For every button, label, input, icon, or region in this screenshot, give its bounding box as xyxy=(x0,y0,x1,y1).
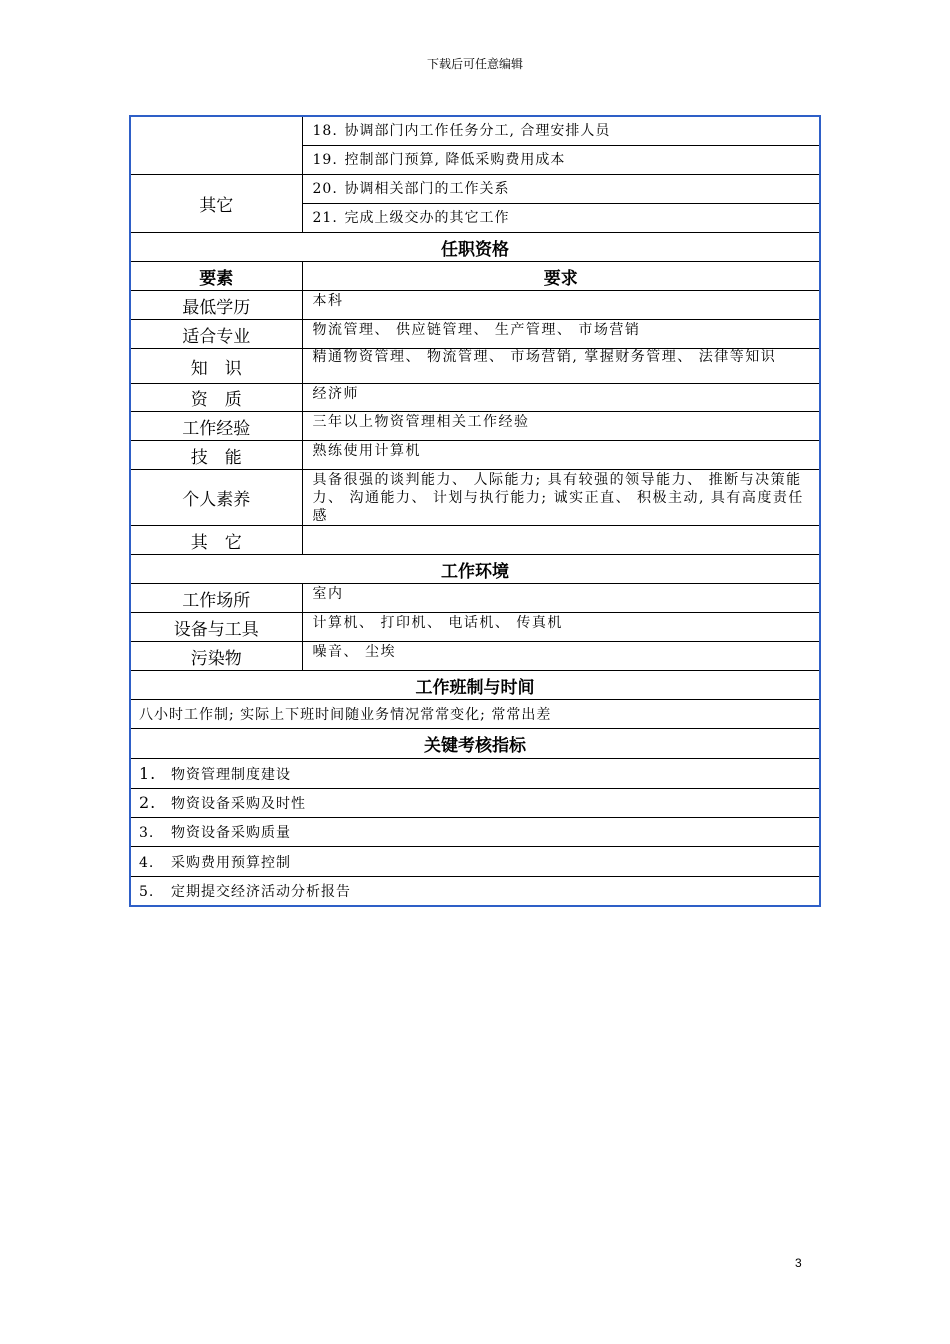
duty-item: 18. 协调部门内工作任务分工, 合理安排人员 xyxy=(303,117,820,146)
col-requirement-header: 要求 xyxy=(302,262,820,291)
job-description-table xyxy=(129,115,821,907)
environment-value: 噪音、 尘埃 xyxy=(302,642,820,671)
qualification-value: 具备很强的谈判能力、 人际能力; 具有较强的领导能力、 推断与决策能力、 沟通能力、 计划与执行能力; 诚实正直、 积极主动, 具有高度责任感 xyxy=(302,470,820,526)
environment-heading: 工作环境 xyxy=(130,555,820,584)
col-element-header: 要素 xyxy=(130,262,302,291)
qualification-row xyxy=(130,349,820,384)
qualification-value xyxy=(302,526,820,555)
qualification-value: 物流管理、 供应链管理、 生产管理、 市场营销 xyxy=(302,320,820,349)
kpi-item: 2. 物资设备采购及时性 xyxy=(130,789,820,818)
qualification-label: 技 能 xyxy=(130,441,302,470)
qualification-row xyxy=(130,470,820,526)
duties-other-row xyxy=(130,175,820,233)
kpi-item: 1. 物资管理制度建设 xyxy=(130,759,820,789)
page-number: 3 xyxy=(795,1256,802,1270)
qualification-row xyxy=(130,384,820,412)
qualification-label: 个人素养 xyxy=(130,470,302,526)
environment-row xyxy=(130,642,820,671)
qualification-row xyxy=(130,526,820,555)
duties-label-empty xyxy=(130,116,302,175)
kpi-item: 3. 物资设备采购质量 xyxy=(130,818,820,847)
qualification-row xyxy=(130,412,820,441)
environment-label: 设备与工具 xyxy=(130,613,302,642)
schedule-heading: 工作班制与时间 xyxy=(130,671,820,700)
kpi-heading: 关键考核指标 xyxy=(130,729,820,759)
kpi-item: 5. 定期提交经济活动分析报告 xyxy=(130,877,820,906)
qualification-value: 精通物资管理、 物流管理、 市场营销, 掌握财务管理、 法律等知识 xyxy=(302,349,820,384)
qualifications-heading: 任职资格 xyxy=(130,233,820,262)
kpi-item: 4. 采购费用预算控制 xyxy=(130,847,820,877)
header-note: 下载后可任意编辑 xyxy=(426,57,523,71)
environment-row xyxy=(130,613,820,642)
environment-label: 污染物 xyxy=(130,642,302,671)
qualification-value: 三年以上物资管理相关工作经验 xyxy=(302,412,820,441)
duties-row xyxy=(130,116,820,175)
environment-value: 室内 xyxy=(302,584,820,613)
environment-label: 工作场所 xyxy=(130,584,302,613)
qualification-row xyxy=(130,441,820,470)
qualification-row xyxy=(130,291,820,320)
qualification-row xyxy=(130,320,820,349)
qualification-label: 适合专业 xyxy=(130,320,302,349)
qualification-label: 其 它 xyxy=(130,526,302,555)
duty-item: 19. 控制部门预算, 降低采购费用成本 xyxy=(312,152,566,168)
qualification-label: 资 质 xyxy=(130,384,302,412)
qualification-value: 本科 xyxy=(302,291,820,320)
environment-value: 计算机、 打印机、 电话机、 传真机 xyxy=(302,613,820,642)
qualification-label: 知 识 xyxy=(130,349,302,384)
duty-item: 20. 协调相关部门的工作关系 xyxy=(303,175,820,204)
environment-row xyxy=(130,584,820,613)
qualification-value: 熟练使用计算机 xyxy=(302,441,820,470)
qualification-label: 工作经验 xyxy=(130,412,302,441)
qualification-value: 经济师 xyxy=(302,384,820,412)
qualification-label: 最低学历 xyxy=(130,291,302,320)
duty-item: 21. 完成上级交办的其它工作 xyxy=(312,210,510,226)
schedule-text: 八小时工作制; 实际上下班时间随业务情况常常变化; 常常出差 xyxy=(130,700,820,729)
duties-other-label: 其它 xyxy=(130,175,302,233)
